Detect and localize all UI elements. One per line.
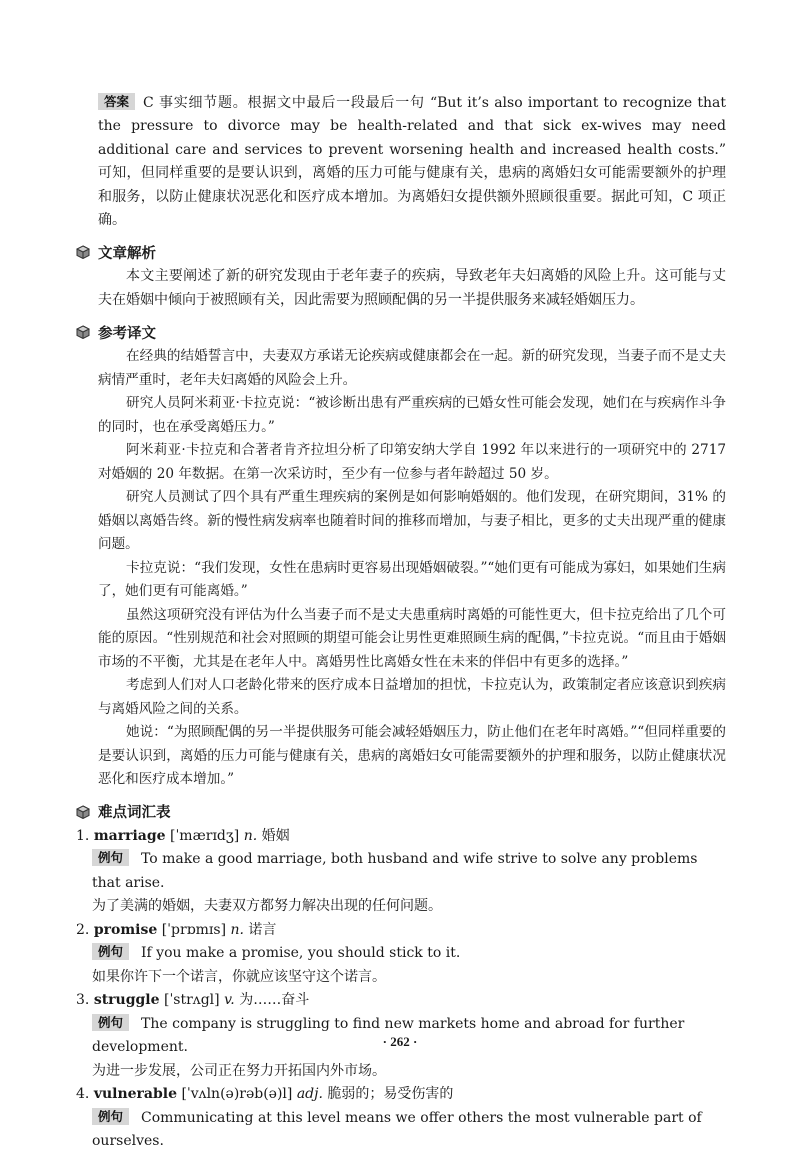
vocab-word: vulnerable <box>93 1086 177 1103</box>
example-translation: 如果你许下一个诺言，你就应该坚守这个诺言。 <box>92 968 386 985</box>
example-tag: 例句 <box>92 943 129 960</box>
vocab-ipa: [ˈmærɪdʒ] <box>170 827 240 844</box>
vocab-ipa: [ˈstrʌgl] <box>163 992 220 1009</box>
analysis-text: 本文主要阐述了新的研究发现由于老年妻子的疾病，导致老年夫妇离婚的风险上升。这可能与丈夫在婚姻中倾向于被照顾有关，因此需要为照顾配偶的另一半提供服务来减轻婚姻压力。 <box>98 268 726 308</box>
translation-paragraph: 阿米莉亚·卡拉克和合著者肯齐拉坦分析了印第安纳大学自 1992 年以来进行的一项研究中的 2717 对婚姻的 20 年数据。在第一次采访时，至少有一位参与者年龄超过 50 岁。 <box>98 442 726 482</box>
translation-paragraph: 卡拉克说：“我们发现，女性在患病时更容易出现婚姻破裂。”“她们更有可能成为寡妇，如果她们生病了，她们更有可能离婚。” <box>98 559 726 600</box>
vocab-word: promise <box>93 921 158 938</box>
vocab-entry <box>76 825 726 849</box>
vocab-number: 2. <box>76 921 90 938</box>
vocab-pos: adj. <box>296 1086 323 1103</box>
cube-icon <box>76 325 90 339</box>
translation-paragraph: 她说：“为照顾配偶的另一半提供服务可能会减轻婚姻压力，防止他们在老年时离婚。”“但同样重要的是要认识到，离婚的压力可能与健康有关，患病的离婚妇女可能需要额外的护理和服务，以防止健康状况恶化和医疗成本增加。” <box>98 724 726 788</box>
example-translation: 为了美满的婚姻，夫妻双方都努力解决出现的任何问题。 <box>92 898 442 915</box>
vocab-meaning: 脆弱的；易受伤害的 <box>327 1086 454 1103</box>
vocab-pos: n. <box>243 827 258 844</box>
page-number: · 262 · <box>382 1034 418 1049</box>
cube-icon <box>76 805 90 819</box>
vocab-word: struggle <box>93 992 160 1009</box>
section-heading-vocab <box>76 799 726 825</box>
vocab-entry <box>76 1083 726 1107</box>
answer-tag: 答案 <box>98 93 135 110</box>
translation-paragraph: 考虑到人们对人口老龄化带来的医疗成本日益增加的担忧，卡拉克认为，政策制定者应该意识到疾病与离婚风险之间的关系。 <box>98 677 726 717</box>
example-translation: 为进一步发展，公司正在努力开拓国内外市场。 <box>92 1062 386 1079</box>
example-en: Communicating at this level means we offer others the most vulnerable part of ourselves. <box>92 1109 702 1150</box>
answer-paragraph <box>76 92 726 232</box>
translation-paragraph: 研究人员阿米莉亚·卡拉克说：“被诊断出患有严重疾病的已婚女性可能会发现，她们在与疾病作斗争的同时，也在承受离婚压力。” <box>98 395 726 435</box>
vocab-meaning: 为……奋斗 <box>239 992 310 1009</box>
vocab-meaning: 诺言 <box>248 921 277 938</box>
vocab-entry <box>76 989 726 1013</box>
vocab-meaning: 婚姻 <box>261 827 290 844</box>
vocab-ipa: [ˈvʌln(ə)rəb(ə)l] <box>181 1086 293 1103</box>
section-title: 参考译文 <box>98 325 156 342</box>
section-title: 文章解析 <box>98 245 156 262</box>
page-content <box>76 92 726 1154</box>
vocab-pos: n. <box>230 921 244 938</box>
example-sentence <box>76 848 726 895</box>
translation-paragraph: 在经典的结婚誓言中，夫妻双方承诺无论疾病或健康都会在一起。新的研究发现，当妻子而不是丈夫病情严重时，老年夫妇离婚的风险会上升。 <box>98 348 726 388</box>
translation-paragraph: 虽然这项研究没有评估为什么当妻子而不是丈夫患重病时离婚的可能性更大，但卡拉克给出了几个可能的原因。“性别规范和社会对照顾的期望可能会让男性更难照顾生病的配偶，”卡拉克说。“而且由于婚姻市场的不平衡，尤其是在老年人中。离婚男性比离婚女性在未来的伴侣中有更多的选择。” <box>98 606 726 670</box>
vocab-word: marriage <box>93 827 166 844</box>
translation-paragraph: 研究人员测试了四个具有严重生理疾病的案例是如何影响婚姻的。他们发现，在研究期间，31% 的婚姻以离婚告终。新的慢性病发病率也随着时间的推移而增加，与妻子相比，更多的丈夫出现严重的健康问题。 <box>98 489 726 553</box>
example-sentence <box>76 942 726 966</box>
section-heading-translation <box>76 319 726 345</box>
section-title: 难点词汇表 <box>98 805 171 822</box>
example-en: To make a good marriage, both husband and wife strive to solve any problems that arise. <box>92 851 698 891</box>
vocab-pos: v. <box>224 992 235 1009</box>
cube-icon <box>76 245 90 259</box>
vocab-number: 4. <box>76 1086 90 1103</box>
example-tag: 例句 <box>92 1108 129 1125</box>
answer-text: C 事实细节题。根据文中最后一段最后一句 “But it’s also important to recognize that the pressure to divorce may be health-related and that sick ex-wives may need additional care and services to prevent worsening health and increased health costs.” 可知，但同样重要的是要认识到，离婚的压力可能与健康有关，患病的离婚妇女可能需要额外的护理和服务，以防止健康状况恶化和医疗成本增加。为离婚妇女提供额外照顾很重要。据此可知，C 项正确。 <box>98 95 726 229</box>
example-tag: 例句 <box>92 849 129 866</box>
vocab-number: 1. <box>76 827 90 844</box>
section-heading-analysis <box>76 239 726 265</box>
example-en: If you make a promise, you should stick to it. <box>141 945 461 962</box>
example-en: The company is struggling to find new markets home and abroad for further development. <box>92 1015 685 1056</box>
vocab-ipa: [ˈprɒmɪs] <box>161 921 227 938</box>
example-tag: 例句 <box>92 1014 129 1031</box>
vocab-entry <box>76 919 726 943</box>
vocab-number: 3. <box>76 992 90 1009</box>
